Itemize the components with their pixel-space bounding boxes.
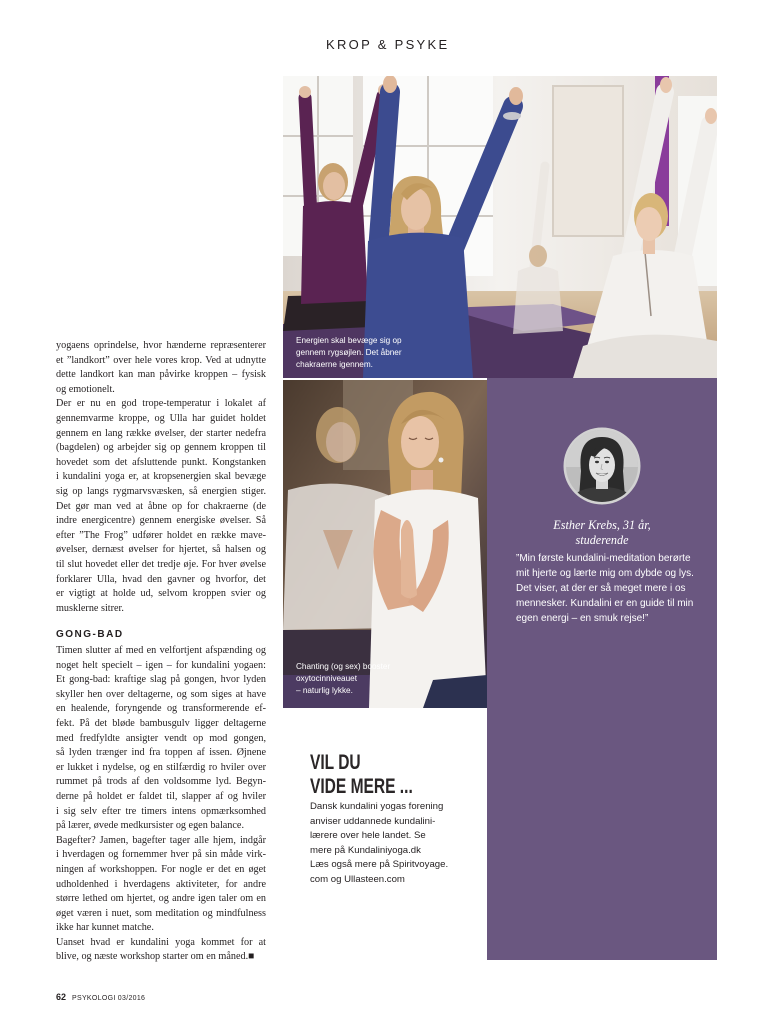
article-intro (56, 339, 266, 616)
paragraph (56, 339, 266, 397)
text-line: Bagefter? Jamen, bagefter tager alle hjem, indgår (56, 834, 266, 846)
testimonial-quote (516, 551, 694, 626)
text-line: Det gør man ved at åbne op for chakraerne (de (56, 500, 266, 512)
info-line: com og Ullasteen.com (310, 873, 405, 885)
info-body (310, 800, 448, 888)
info-line: Dansk kundalini yogas forening (310, 801, 444, 812)
text-line: gennem en lang række øvelser, der starter nedefra (56, 427, 266, 439)
text-line: og emotionelt. (56, 383, 115, 395)
text-line: til slut hovedet eller det tredje øje. For hver øvelse (56, 558, 266, 570)
text-line: yogaens oprindelse, hvor hænderne repræsenterer (56, 340, 266, 351)
caption-line: gennem rygsøjlen. Det åbner (296, 348, 402, 357)
caption-line: oxytocinniveauet (296, 674, 357, 683)
heading-line: VIDE MERE ... (310, 775, 413, 798)
caption-line: Chanting (og sex) booster (296, 662, 391, 671)
text-line: så lyden trænger ind fra toppen af issen. Øjnene (56, 747, 266, 759)
paragraph (56, 644, 266, 834)
photo-caption-top (296, 335, 402, 371)
text-line: et ”landkort” over hele vores krop. Ved at udnytte (56, 354, 266, 366)
text-line: rummet på trods af den voldsomme lyd. Begyn- (56, 776, 266, 788)
paragraph (56, 936, 266, 965)
text-line: derne på holdet er faldet til, slapper af og hviler (56, 790, 266, 802)
paragraph (56, 834, 266, 936)
caption-line: Energien skal bevæge sig op (296, 336, 402, 345)
publication-issue: PSYKOLOGI 03/2016 (72, 995, 146, 1002)
info-line: anviser uddannede kundalini- (310, 815, 436, 827)
quote-line: mit hjerte og lærte mig om dybde og lys. (516, 568, 694, 579)
text-line: med fredfyldte ansigter vendt op mod gongen, (56, 732, 266, 744)
text-line: Et gong-bad: kraftige slag på gongen, hvor lyden (56, 674, 266, 686)
text-line: noget helt specielt – igen – for kundalini yogaen: (56, 659, 266, 671)
section-header: KROP & PSYKE (326, 37, 450, 52)
text-line: er vigtigt at holde ud, selvom kroppen svier og (56, 588, 266, 600)
heading-line: VIL DU (310, 751, 361, 774)
caption-line: chakraerne igennem. (296, 360, 373, 369)
meditation-photo (283, 380, 487, 708)
info-heading (310, 751, 413, 799)
testimonial-box (487, 378, 717, 960)
quote-line: ”Min første kundalini-meditation berørte (516, 553, 691, 564)
page-number: 62 (56, 992, 67, 1002)
quote-line: Det viser, at der er så meget mere i os (516, 583, 686, 594)
text-line: skyller hen over deltagerne, og som siges at have (56, 688, 266, 700)
photo-caption-bottom (296, 661, 390, 697)
article-gong-section (56, 644, 266, 965)
text-line: (bagdelen) og arbejder sig op gennem kroppen til (56, 442, 266, 454)
text-line: fekt. På det bløde bambusgulv ligger deltagerne (56, 717, 266, 729)
text-line: Der er nu en god trope-temperatur i lokalet af (56, 398, 266, 410)
text-line: sig op langs rygmarvsvæsken, så energien stiger. (56, 485, 266, 497)
text-line: ningen af workshoppen. For nogle er det en øget (56, 863, 266, 875)
text-line: er lukket i nydelse, og en stilfærdig ro hviler over (56, 761, 266, 773)
text-line: på lærer, øvede medkursister og egen balance. (56, 820, 244, 832)
text-line: en healende, foryngende og transformerende ef- (56, 703, 266, 715)
paragraph (56, 397, 266, 616)
text-line: dette landkort kan man påvirke kroppen – fysisk (56, 369, 266, 381)
text-line: Timen slutter af med en velfortjent afspænding og (56, 645, 266, 656)
page-footer (56, 990, 145, 1005)
text-line: ikke har kunnet matche. (56, 922, 154, 934)
text-line: musklerne sitrer. (56, 602, 124, 614)
portrait-photo (563, 427, 641, 505)
text-line: Uanset hvad er kundalini yoga kommet for at (56, 936, 266, 948)
quote-line: egen energi – en smuk rejse!” (516, 613, 649, 624)
text-line: blive, og næste workshop starter om en måned.■ (56, 951, 255, 963)
name-line: Esther Krebs, 31 år, (553, 518, 651, 532)
text-line: øvelser, dernæst øvelser for hjertet, så halsen og (56, 544, 266, 556)
subheading-gong-bad: GONG-BAD (56, 629, 124, 640)
text-line: indre energicentre) gennem energiske øvelser. Så (56, 515, 266, 527)
wall-frame (553, 86, 623, 236)
name-line: studerende (575, 533, 629, 547)
info-line: lærere over hele landet. Se (310, 830, 426, 842)
yoga-class-illustration (283, 76, 717, 378)
text-line: gennemvarme kroppe, og Ulla har guidet holdet (56, 412, 266, 424)
info-line: mere på Kundaliniyoga.dk (310, 844, 421, 856)
text-line: efter ”The Frog” udfører holdet en række mave- (56, 529, 266, 541)
yoga-class-photo (283, 76, 717, 378)
text-line: hovedet som det afsluttende punkt. Kongstanken (56, 456, 266, 468)
text-line: forklarer Ulla, hvad den gavner og hvorfor, det (56, 573, 266, 585)
text-line: udholdenhed i hverdagens aktiviteter, for andre (56, 878, 266, 890)
caption-line: – naturlig lykke. (296, 686, 353, 695)
text-line: øget væren i nuet, som meditation og mindfulness (56, 907, 266, 919)
quote-line: mennesker. Kundalini er en guide til min (516, 598, 694, 609)
text-line: større lethed om hjertet, og andre igen taler om en (56, 893, 266, 905)
testimonial-name (487, 518, 717, 548)
text-line: i sig selv efter tre timers intens opmærksomhed (56, 805, 266, 817)
info-line: Læs også mere på Spiritvoyage. (310, 859, 449, 871)
avatar (563, 427, 641, 505)
text-line: i kundalini yoga er, at kropsenergien skal bevæge (56, 471, 266, 483)
meditation-illustration (283, 380, 487, 708)
text-line: i hverdagen og fornemmer hver på sin måde virk- (56, 849, 266, 861)
